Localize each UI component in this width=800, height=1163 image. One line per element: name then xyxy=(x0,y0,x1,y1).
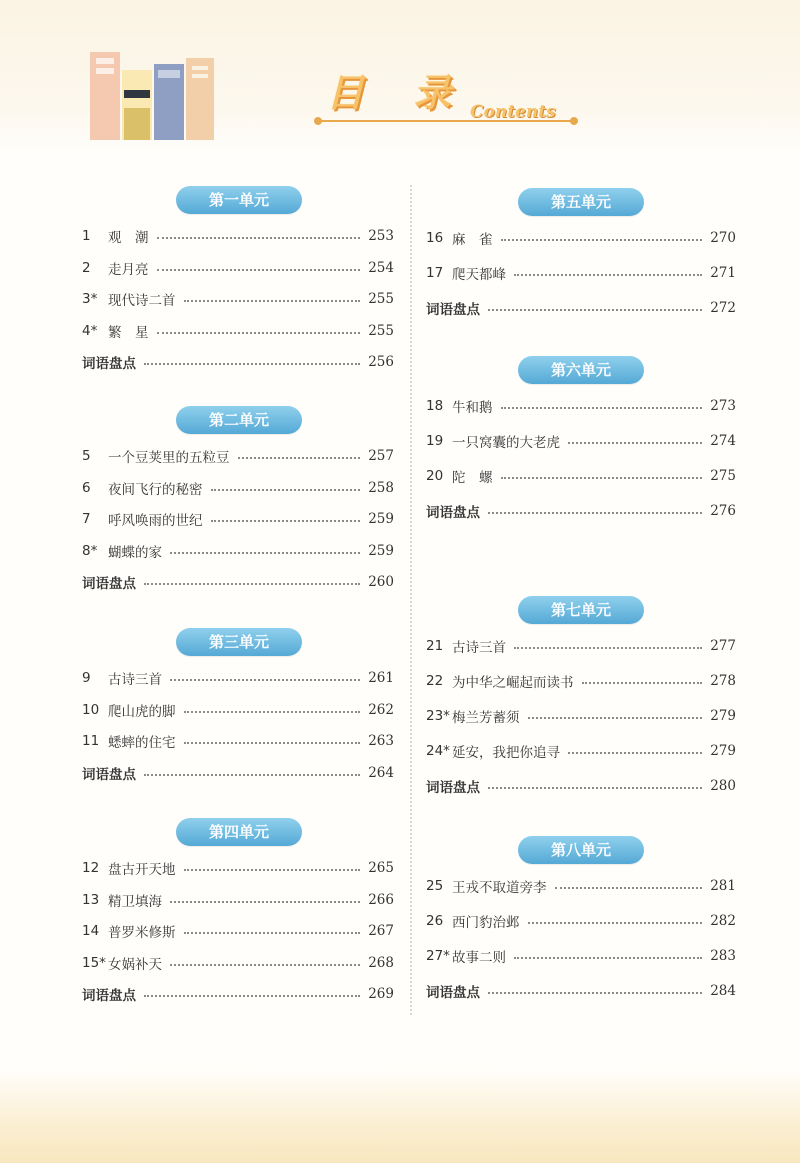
entry-title: 词语盘点 xyxy=(82,576,136,592)
entry-number: 27* xyxy=(426,948,450,964)
toc-entry[interactable] xyxy=(426,874,736,898)
dot-leader xyxy=(568,752,702,754)
page-title xyxy=(326,62,586,132)
entry-title: 一只窝囊的大老虎 xyxy=(452,435,560,451)
entry-title: 麻 雀 xyxy=(452,232,493,248)
title-dot-right xyxy=(570,117,578,125)
dot-leader xyxy=(157,237,361,239)
entry-number: 13 xyxy=(82,891,100,908)
toc-entry[interactable] xyxy=(82,919,394,943)
entry-page: 275 xyxy=(710,468,736,484)
unit-badge: 第四单元 xyxy=(176,818,302,846)
entry-title: 为中华之崛起而读书 xyxy=(452,675,574,691)
toc-entry[interactable] xyxy=(426,634,736,658)
entry-title: 词语盘点 xyxy=(426,985,480,1001)
review-entry[interactable] xyxy=(426,979,736,1003)
entry-page: 279 xyxy=(710,743,736,759)
entry-title: 女娲补天 xyxy=(108,956,162,973)
dot-leader xyxy=(514,647,702,649)
entry-number: 15* xyxy=(82,954,106,971)
toc-entry[interactable] xyxy=(82,507,394,531)
entry-number: 6 xyxy=(82,479,91,496)
dot-leader xyxy=(501,477,703,479)
entry-page: 259 xyxy=(368,542,394,559)
entry-page: 259 xyxy=(368,511,394,527)
toc-entry[interactable] xyxy=(82,319,394,343)
unit-badge: 第六单元 xyxy=(518,356,644,384)
footer-band xyxy=(0,1068,800,1163)
entry-page: 274 xyxy=(710,433,736,449)
entry-page: 257 xyxy=(368,448,394,464)
dot-leader xyxy=(488,512,702,514)
entry-page: 264 xyxy=(368,764,394,781)
unit-badge: 第七单元 xyxy=(518,596,644,624)
entry-number: 5 xyxy=(82,448,91,464)
entry-title: 爬山虎的脚 xyxy=(108,703,176,720)
toc-entry[interactable] xyxy=(82,476,394,500)
unit-badge: 第五单元 xyxy=(518,188,644,216)
entry-page: 258 xyxy=(368,479,394,496)
entry-number: 24* xyxy=(426,743,450,759)
toc-entry[interactable] xyxy=(82,539,394,563)
entry-page: 253 xyxy=(368,228,394,244)
column-divider xyxy=(410,185,412,1015)
entry-title: 古诗三首 xyxy=(452,640,506,656)
dot-leader xyxy=(170,901,360,903)
entry-title: 词语盘点 xyxy=(426,505,480,521)
toc-entry[interactable] xyxy=(82,729,394,753)
entry-number: 4* xyxy=(82,322,98,339)
dot-leader xyxy=(528,717,703,719)
review-entry[interactable] xyxy=(82,350,394,374)
entry-title: 牛和鹅 xyxy=(452,400,493,416)
entry-title: 蝴蝶的家 xyxy=(108,544,162,561)
review-entry[interactable] xyxy=(82,761,394,785)
entry-number: 25 xyxy=(426,878,444,894)
entry-number: 16 xyxy=(426,230,444,246)
entry-number: 11 xyxy=(82,733,100,749)
entry-page: 284 xyxy=(710,983,736,999)
dot-leader xyxy=(568,442,702,444)
entry-page: 267 xyxy=(368,923,394,939)
entry-title: 蟋蟀的住宅 xyxy=(108,735,176,751)
entry-page: 272 xyxy=(710,300,736,316)
toc-entry[interactable] xyxy=(426,739,736,763)
toc-entry[interactable] xyxy=(82,888,394,912)
review-entry[interactable] xyxy=(426,499,736,523)
toc-entry[interactable] xyxy=(426,909,736,933)
entry-title: 陀 螺 xyxy=(452,470,493,486)
toc-entry[interactable] xyxy=(426,669,736,693)
entry-title: 故事二则 xyxy=(452,950,506,966)
entry-number: 26 xyxy=(426,913,444,929)
entry-page: 265 xyxy=(368,860,394,876)
books-illustration xyxy=(88,48,228,140)
toc-entry[interactable] xyxy=(82,698,394,722)
dot-leader xyxy=(211,520,361,522)
dot-leader xyxy=(170,964,360,966)
entry-title: 繁 星 xyxy=(108,324,149,341)
entry-number: 22 xyxy=(426,673,444,689)
toc-entry[interactable] xyxy=(426,394,736,418)
toc-entry[interactable] xyxy=(426,944,736,968)
title-dot-left xyxy=(314,117,322,125)
entry-page: 266 xyxy=(368,891,394,908)
dot-leader xyxy=(238,457,361,459)
unit-badge: 第八单元 xyxy=(518,836,644,864)
toc-entry[interactable] xyxy=(82,256,394,280)
entry-title: 爬天都峰 xyxy=(452,267,506,283)
review-entry[interactable] xyxy=(426,774,736,798)
dot-leader xyxy=(184,869,361,871)
entry-number: 12 xyxy=(82,860,100,876)
entry-page: 261 xyxy=(368,670,394,686)
entry-page: 270 xyxy=(710,230,736,246)
dot-leader xyxy=(488,787,702,789)
toc-entry[interactable] xyxy=(82,444,394,468)
dot-leader xyxy=(488,309,702,311)
dot-leader xyxy=(144,363,360,365)
title-subtitle: Contents xyxy=(470,102,556,122)
toc-entry[interactable] xyxy=(426,226,736,250)
dot-leader xyxy=(501,407,703,409)
dot-leader xyxy=(184,711,361,713)
dot-leader xyxy=(555,887,703,889)
entry-title: 呼风唤雨的世纪 xyxy=(108,513,203,529)
dot-leader xyxy=(528,922,703,924)
review-entry[interactable] xyxy=(426,296,736,320)
dot-leader xyxy=(157,332,361,334)
entry-page: 276 xyxy=(710,503,736,519)
dot-leader xyxy=(501,239,703,241)
review-entry[interactable] xyxy=(82,982,394,1006)
entry-title: 观 潮 xyxy=(108,230,149,246)
entry-number: 9 xyxy=(82,670,91,686)
entry-title: 词语盘点 xyxy=(426,302,480,318)
entry-page: 255 xyxy=(368,322,394,339)
entry-page: 268 xyxy=(368,954,394,971)
entry-title: 词语盘点 xyxy=(82,766,136,783)
dot-leader xyxy=(184,300,361,302)
toc-entry[interactable] xyxy=(82,666,394,690)
dot-leader xyxy=(514,274,702,276)
entry-number: 17 xyxy=(426,265,444,281)
dot-leader xyxy=(184,742,361,744)
header-banner xyxy=(0,0,800,155)
toc-entry[interactable] xyxy=(426,429,736,453)
toc-entry[interactable] xyxy=(82,951,394,975)
entry-page: 271 xyxy=(710,265,736,281)
unit-badge: 第三单元 xyxy=(176,628,302,656)
entry-title: 词语盘点 xyxy=(426,780,480,796)
dot-leader xyxy=(144,583,360,585)
title-main: 目 录 xyxy=(326,71,470,115)
entry-number: 7 xyxy=(82,511,91,527)
entry-title: 西门豹治邺 xyxy=(452,915,520,931)
entry-page: 254 xyxy=(368,259,394,276)
entry-page: 273 xyxy=(710,398,736,414)
entry-page: 278 xyxy=(710,673,736,689)
entry-page: 269 xyxy=(368,986,394,1002)
entry-page: 262 xyxy=(368,701,394,718)
entry-page: 282 xyxy=(710,913,736,929)
dot-leader xyxy=(184,932,361,934)
entry-page: 277 xyxy=(710,638,736,654)
entry-number: 10 xyxy=(82,701,100,718)
dot-leader xyxy=(211,489,361,491)
toc-entry[interactable] xyxy=(82,856,394,880)
entry-title: 精卫填海 xyxy=(108,893,162,910)
entry-title: 词语盘点 xyxy=(82,356,136,372)
review-entry[interactable] xyxy=(82,570,394,594)
dot-leader xyxy=(144,774,360,776)
entry-title: 词语盘点 xyxy=(82,988,136,1004)
entry-number: 19 xyxy=(426,433,444,449)
unit-badge: 第二单元 xyxy=(176,406,302,434)
toc-entry[interactable] xyxy=(426,261,736,285)
dot-leader xyxy=(582,682,703,684)
entry-title: 梅兰芳蓄须 xyxy=(452,710,520,726)
entry-page: 263 xyxy=(368,733,394,749)
entry-number: 1 xyxy=(82,228,91,244)
toc-entry[interactable] xyxy=(82,287,394,311)
entry-page: 283 xyxy=(710,948,736,964)
unit-badge: 第一单元 xyxy=(176,186,302,214)
entry-number: 14 xyxy=(82,923,100,939)
toc-entry[interactable] xyxy=(426,464,736,488)
entry-title: 延安，我把你追寻 xyxy=(452,745,560,761)
entry-title: 夜间飞行的秘密 xyxy=(108,481,203,498)
entry-title: 一个豆荚里的五粒豆 xyxy=(108,450,230,466)
entry-title: 王戎不取道旁李 xyxy=(452,880,547,896)
dot-leader xyxy=(157,269,361,271)
toc-entry[interactable] xyxy=(82,224,394,248)
dot-leader xyxy=(170,552,360,554)
entry-number: 2 xyxy=(82,259,91,276)
dot-leader xyxy=(170,679,360,681)
entry-number: 23* xyxy=(426,708,450,724)
entry-page: 256 xyxy=(368,354,394,370)
entry-number: 20 xyxy=(426,468,444,484)
entry-number: 21 xyxy=(426,638,444,654)
entry-page: 255 xyxy=(368,291,394,307)
entry-number: 18 xyxy=(426,398,444,414)
entry-page: 280 xyxy=(710,778,736,794)
entry-title: 普罗米修斯 xyxy=(108,925,176,941)
dot-leader xyxy=(514,957,702,959)
entry-page: 279 xyxy=(710,708,736,724)
toc-entry[interactable] xyxy=(426,704,736,728)
entry-number: 3* xyxy=(82,291,98,307)
entry-title: 现代诗二首 xyxy=(108,293,176,309)
entry-title: 走月亮 xyxy=(108,261,149,278)
entry-page: 260 xyxy=(368,574,394,590)
entry-page: 281 xyxy=(710,878,736,894)
entry-title: 盘古开天地 xyxy=(108,862,176,878)
entry-title: 古诗三首 xyxy=(108,672,162,688)
dot-leader xyxy=(488,992,702,994)
entry-number: 8* xyxy=(82,542,98,559)
dot-leader xyxy=(144,995,360,997)
